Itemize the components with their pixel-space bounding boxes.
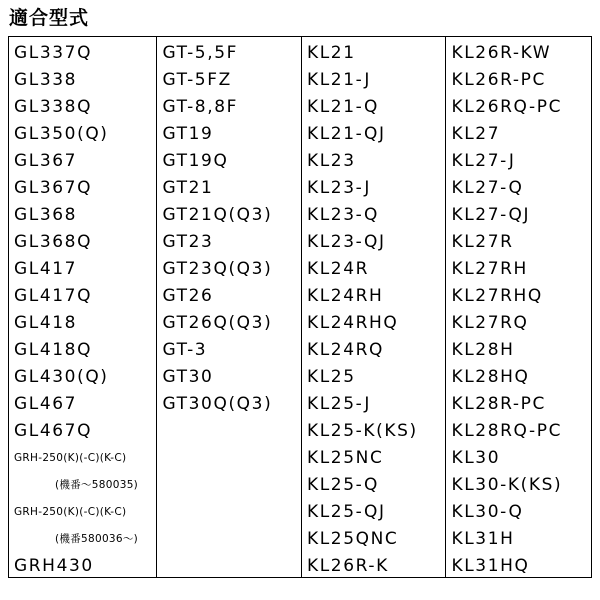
model-cell: GT26Q(Q3) [162,313,273,333]
model-cell: KL27-J [451,151,516,171]
model-cell: GT-3 [162,340,208,360]
model-cell: KL27RHQ [451,286,543,306]
model-cell: GL338Q [14,97,93,117]
model-cell: KL23-Q [306,205,379,225]
model-cell: GT-5,5F [162,43,239,63]
model-cell: KL21 [306,43,356,63]
model-cell: GT21 [162,178,214,198]
model-cell: KL24RHQ [306,313,399,333]
model-cell: KL24R [306,259,370,279]
model-cell: GT19Q [162,151,229,171]
model-cell: GT26 [162,286,214,306]
model-cell: KL25-QJ [306,502,386,522]
model-cell: GT23Q(Q3) [162,259,273,279]
model-cell: GT-8,8F [162,97,239,117]
model-cell: KL30 [451,448,501,468]
model-cell: KL26RQ-PC [451,97,563,117]
model-cell: KL24RH [306,286,384,306]
model-cell: GL418 [14,313,78,333]
model-cell: KL25-Q [306,475,379,495]
model-cell: GL467 [14,394,78,414]
model-cell: GL417Q [14,286,93,306]
model-cell: KL21-J [306,70,371,90]
model-cell: GT-5FZ [162,70,232,90]
model-table [8,36,592,578]
model-cell: KL21-Q [306,97,379,117]
model-cell: KL25NC [306,448,384,468]
model-cell: KL25-J [306,394,371,414]
model-cell: GRH430 [14,556,94,576]
model-cell: KL30-Q [451,502,524,522]
model-cell: GL368 [14,205,78,225]
model-cell: GL368Q [14,232,93,252]
model-cell: GL337Q [14,43,93,63]
model-cell: GT30Q(Q3) [162,394,273,414]
model-cell: KL28R-PC [451,394,546,414]
model-cell: KL26R-PC [451,70,546,90]
model-cell: GL350(Q) [14,124,109,144]
model-cell: KL25QNC [306,529,399,549]
model-cell: GL430(Q) [14,367,109,387]
model-cell: GL418Q [14,340,93,360]
model-cell: KL27R [451,232,514,252]
model-cell: KL24RQ [306,340,385,360]
model-cell: GT30 [162,367,214,387]
model-cell: KL27-Q [451,178,524,198]
model-cell: KL26R-K [306,556,389,576]
model-cell: GRH-250(K)(-C)(K-C) [14,506,127,518]
model-column-4 [445,37,591,577]
model-cell: KL25-K(KS) [306,421,418,441]
model-cell: GT19 [162,124,214,144]
model-column-2 [156,37,301,577]
model-cell: KL26R-KW [451,43,552,63]
model-cell: KL31HQ [451,556,530,576]
model-column-1 [9,37,156,577]
model-cell: (機番～580035) [55,479,139,491]
model-cell: GL467Q [14,421,93,441]
model-cell: KL21-QJ [306,124,386,144]
model-cell: GL417 [14,259,78,279]
model-cell: KL28H [451,340,515,360]
model-cell: KL27RH [451,259,528,279]
page-title: 適合型式 [9,7,90,29]
model-cell: (機番580036～) [55,533,139,545]
model-cell: KL27RQ [451,313,529,333]
model-cell: KL28RQ-PC [451,421,563,441]
model-cell: KL28HQ [451,367,530,387]
model-cell: GT21Q(Q3) [162,205,273,225]
model-cell: KL27 [451,124,501,144]
model-cell: KL23-QJ [306,232,386,252]
model-cell: GT23 [162,232,214,252]
model-cell: KL31H [451,529,515,549]
model-cell: GL338 [14,70,78,90]
model-cell: KL27-QJ [451,205,531,225]
model-cell: KL23 [306,151,356,171]
model-cell: GRH-250(K)(-C)(K-C) [14,452,127,464]
model-cell: GL367 [14,151,78,171]
model-cell: KL23-J [306,178,371,198]
model-column-3 [301,37,446,577]
model-cell: KL30-K(KS) [451,475,563,495]
model-cell: KL25 [306,367,356,387]
model-cell: GL367Q [14,178,93,198]
